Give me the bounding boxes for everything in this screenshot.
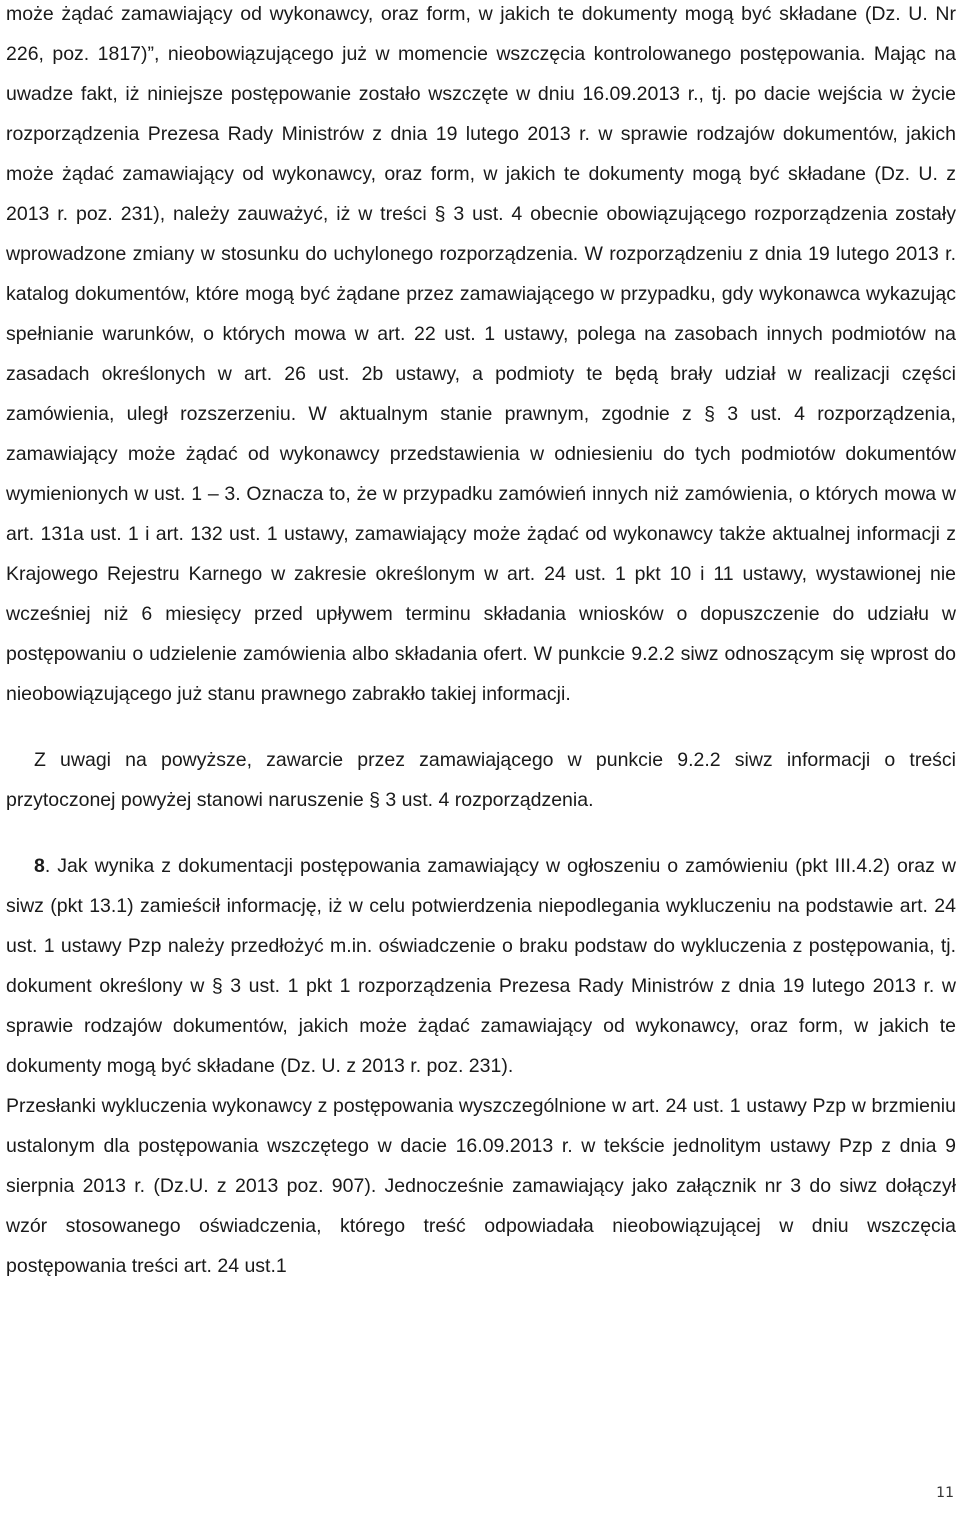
page-number: 11 [936, 1485, 954, 1501]
paragraph-3 [6, 846, 956, 1086]
paragraph-3-text: . Jak wynika z dokumentacji postępowania zamawiający w ogłoszeniu o zamówieniu (pkt III.4.2) oraz w siwz (pkt 13.1) zamieścił informację, iż w celu potwierdzenia niepodlegania wykluczeniu na podstawie art. 24 ust. 1 ustawy Pzp należy przedłożyć m.in. oświadczenie o braku podstaw do wykluczenia z postępowania, tj. dokument określony w § 3 ust. 1 pkt 1 rozporządzenia Prezesa Rady Ministrów z dnia 19 lutego 2013 r. w sprawie rodzajów dokumentów, jakich może żądać zamawiający od wykonawcy, oraz form, w jakich te dokumenty mogą być składane (Dz. U. z 2013 r. poz. 231). [6, 855, 956, 1077]
document-page [6, 0, 956, 1286]
paragraph-2: Z uwagi na powyższe, zawarcie przez zamawiającego w punkcie 9.2.2 siwz informacji o treści przytoczonej powyżej stanowi naruszenie § 3 ust. 4 rozporządzenia. [6, 749, 956, 811]
section-number: 8 [34, 855, 45, 877]
paragraph-4: Przesłanki wykluczenia wykonawcy z postępowania wyszczególnione w art. 24 ust. 1 ustawy Pzp w brzmieniu ustalonym dla postępowania wszczętego w dacie 16.09.2013 r. w tekście jednolitym ustawy Pzp z dnia 9 sierpnia 2013 r. (Dz.U. z 2013 poz. 907). Jednocześnie zamawiający jako załącznik nr 3 do siwz dołączył wzór stosowanego oświadczenia, którego treść odpowiadała nieobowiązującej w dniu wszczęcia postępowania treści art. 24 ust.1 [6, 1095, 956, 1277]
paragraph-1: może żądać zamawiający od wykonawcy, oraz form, w jakich te dokumenty mogą być składane (Dz. U. Nr 226, poz. 1817)”, nieobowiązującego już w momencie wszczęcia kontrolowanego postępowania. Mając na uwadze fakt, iż niniejsze postępowanie zostało wszczęte w dniu 16.09.2013 r., tj. po dacie wejścia w życie rozporządzenia Prezesa Rady Ministrów z dnia 19 lutego 2013 r. w sprawie rodzajów dokumentów, jakich może żądać zamawiający od wykonawcy, oraz form, w jakich te dokumenty mogą być składane (Dz. U. z 2013 r. poz. 231), należy zauważyć, iż w treści § 3 ust. 4 obecnie obowiązującego rozporządzenia zostały wprowadzone zmiany w stosunku do uchylonego rozporządzenia. W rozporządzeniu z dnia 19 lutego 2013 r. katalog dokumentów, które mogą być żądane przez zamawiającego w przypadku, gdy wykonawca wykazując spełnianie warunków, o których mowa w art. 22 ust. 1 ustawy, polega na zasobach innych podmiotów na zasadach określonych w art. 26 ust. 2b ustawy, a podmioty te będą brały udział w realizacji części zamówienia, uległ rozszerzeniu. W aktualnym stanie prawnym, zgodnie z § 3 ust. 4 rozporządzenia, zamawiający może żądać od wykonawcy przedstawienia w odniesieniu do tych podmiotów dokumentów wymienionych w ust. 1 – 3. Oznacza to, że w przypadku zamówień innych niż zamówienia, o których mowa w art. 131a ust. 1 i art. 132 ust. 1 ustawy, zamawiający może żądać od wykonawcy także aktualnej informacji z Krajowego Rejestru Karnego w zakresie określonym w art. 24 ust. 1 pkt 10 i 11 ustawy, wystawionej nie wcześniej niż 6 miesięcy przed upływem terminu składania wniosków o dopuszczenie do udziału w postępowaniu o udzielenie zamówienia albo składania ofert. W punkcie 9.2.2 siwz odnoszącym się wprost do nieobowiązującego już stanu prawnego zabrakło takiej informacji. [6, 3, 956, 705]
